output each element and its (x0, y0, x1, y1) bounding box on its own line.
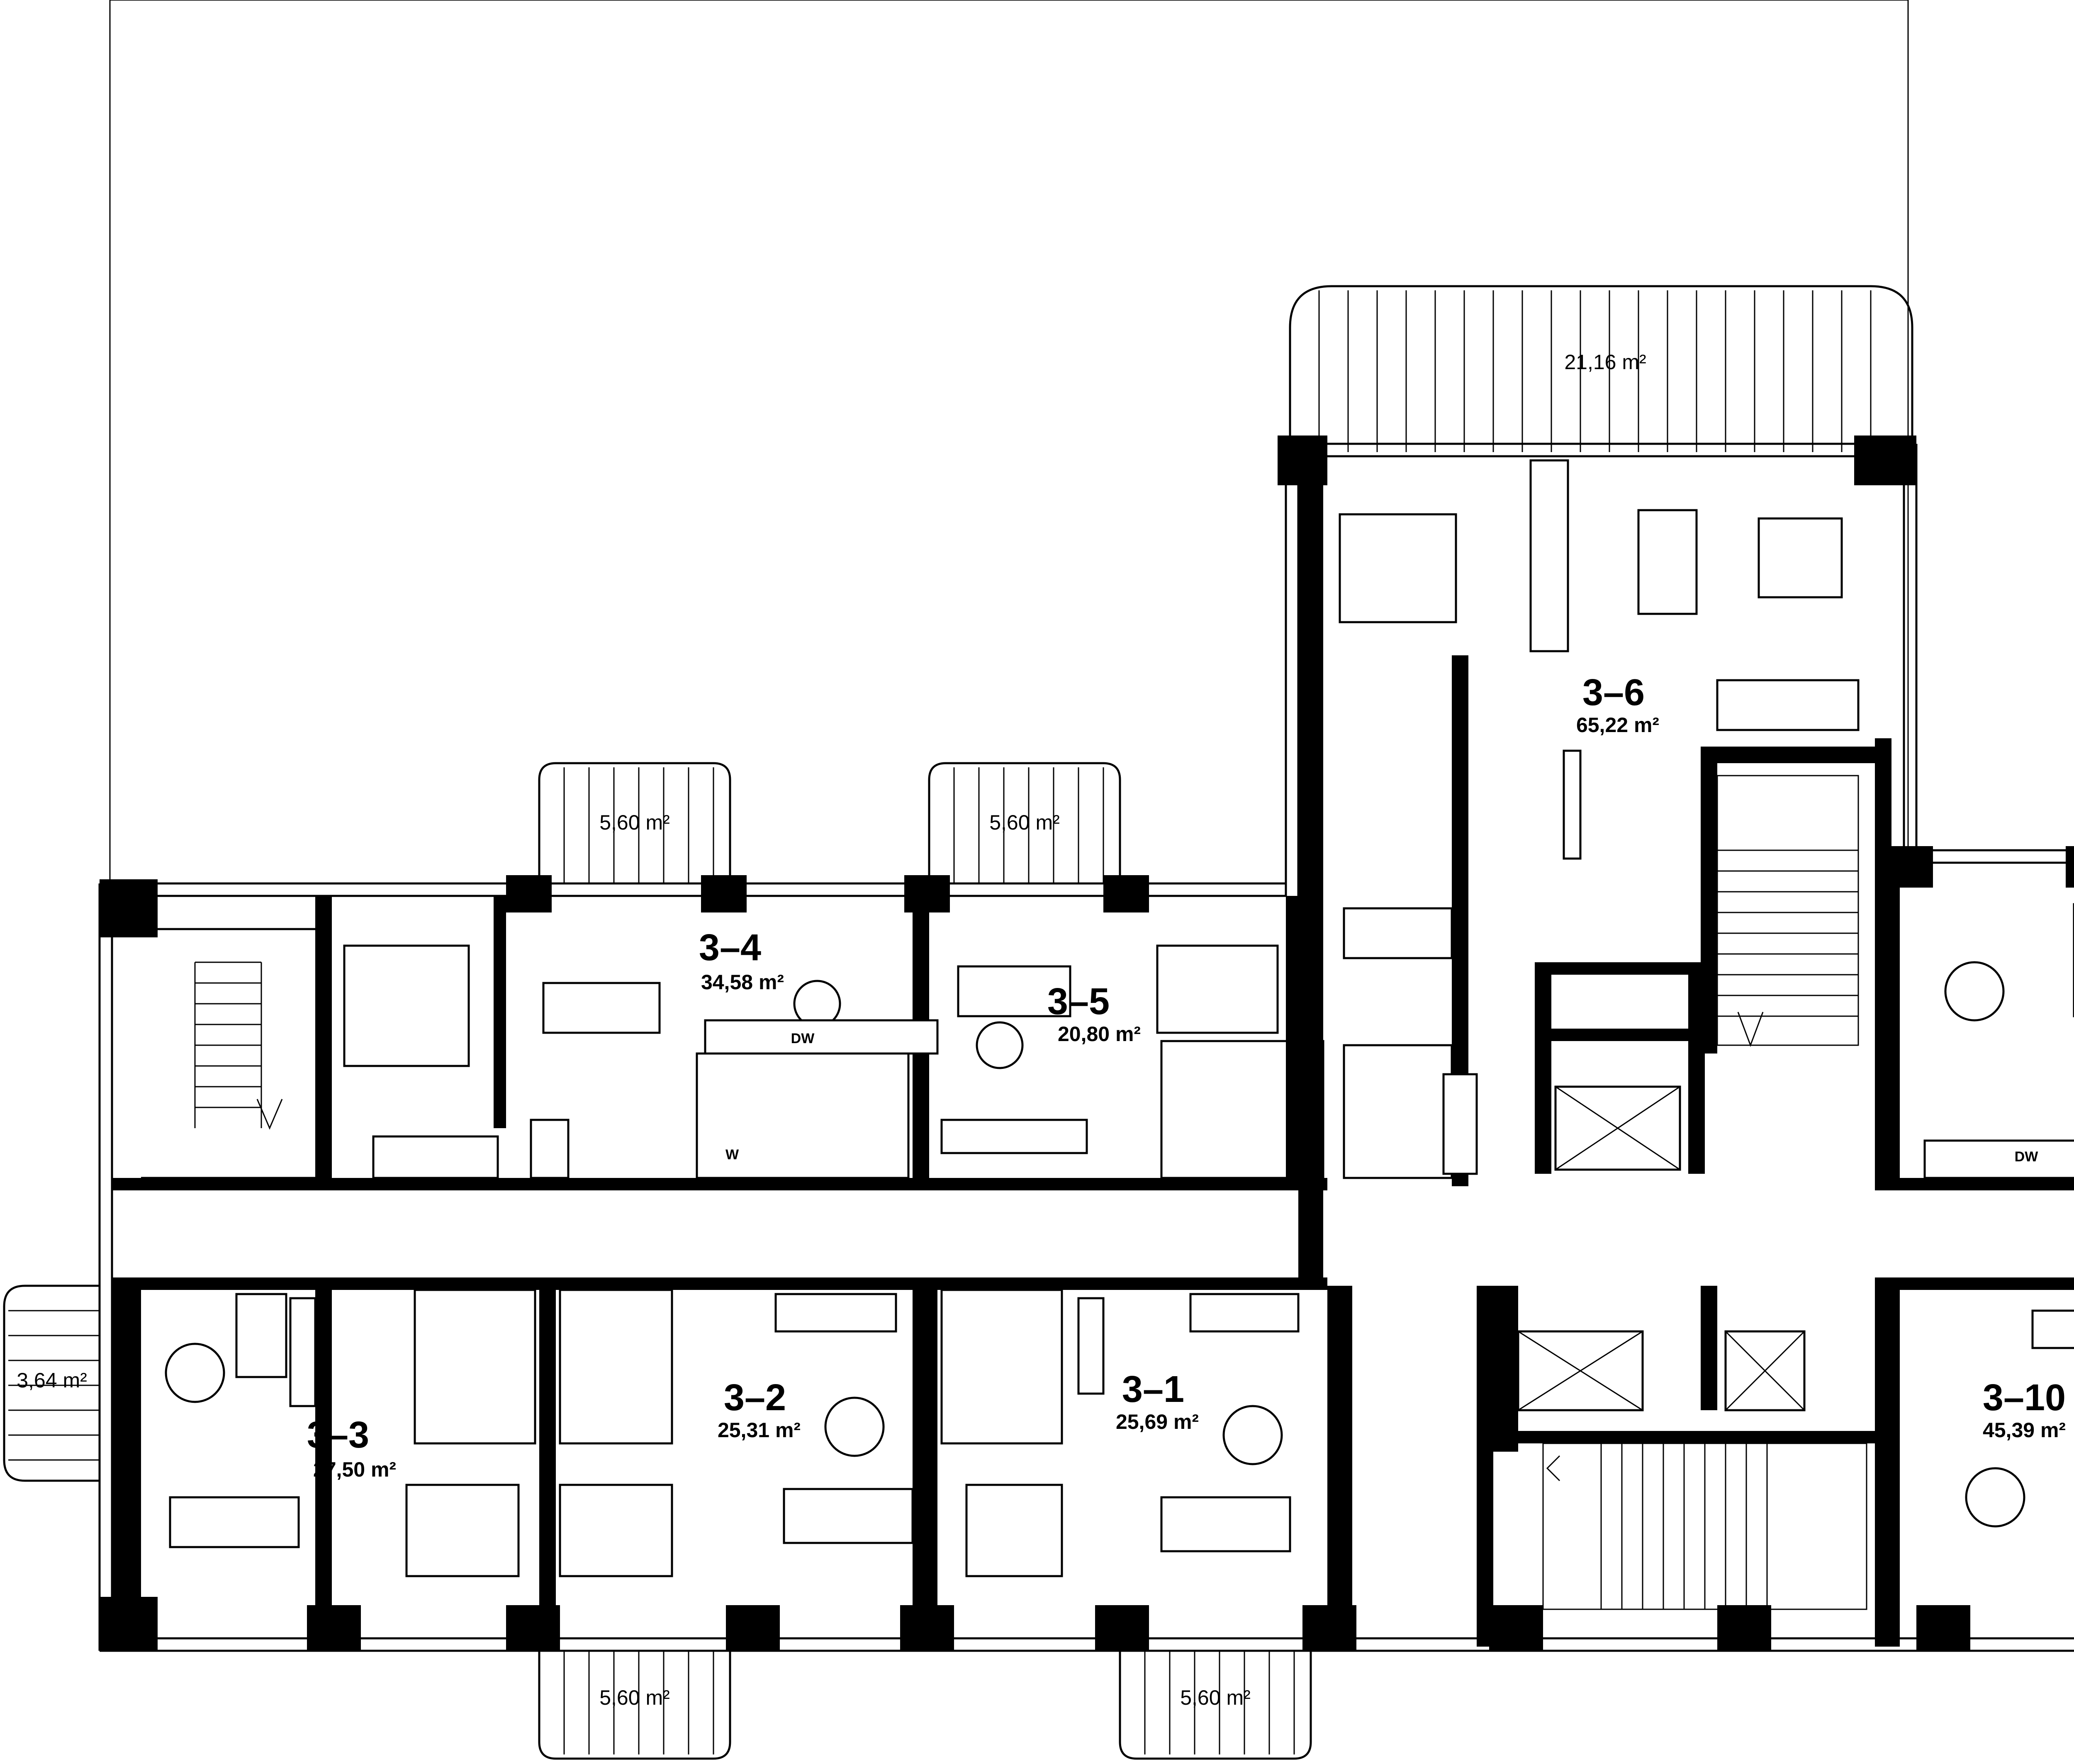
apartment-area: 45,39 m² (1982, 1418, 2066, 1442)
terrace-3-6-area: 21,16 m² (1564, 350, 1646, 374)
apartment-3-5[interactable] (1047, 981, 1141, 1046)
balcony-3-2-area: 5,60 m² (599, 1686, 670, 1709)
apartment-area: 27,50 m² (313, 1458, 397, 1481)
apartment-3-10[interactable] (1983, 1377, 2066, 1442)
apartment-code: 3–2 (723, 1377, 786, 1418)
balcony-3-1-area: 5,60 m² (1180, 1686, 1251, 1709)
apartment-3-3[interactable] (307, 1414, 396, 1481)
balcony-3-3-area: 3,64 m² (17, 1369, 87, 1392)
apartment-area: 34,58 m² (701, 971, 784, 994)
apartment-code: 3–3 (307, 1414, 370, 1456)
apartment-3-6[interactable] (1576, 672, 1659, 737)
apartment-area: 65,22 m² (1576, 713, 1660, 737)
apartment-area: 20,80 m² (1057, 1022, 1141, 1046)
stairwell-west (141, 929, 315, 1178)
apartment-labels (307, 672, 2074, 1481)
apartment-3-2[interactable] (718, 1377, 801, 1442)
apartment-area: 25,69 m² (1115, 1410, 1199, 1433)
apartment-code: 3–5 (1047, 981, 1110, 1022)
stairwell-south (1543, 1443, 1867, 1609)
dishwasher-label-3-7: DW (2014, 1149, 2038, 1165)
apartment-3-1[interactable] (1116, 1369, 1199, 1433)
washer-label-3-4: W (725, 1147, 739, 1163)
balcony-3-4-area: 5,60 m² (599, 811, 670, 834)
dishwasher-label-3-4: DW (791, 1031, 815, 1046)
apartment-code: 3–4 (699, 927, 762, 968)
stairwell-north (1717, 776, 1858, 1045)
apartment-code: 3–1 (1122, 1369, 1185, 1410)
elevators (1518, 1087, 1804, 1410)
apartment-code: 3–10 (1982, 1377, 2066, 1418)
apartment-area: 25,31 m² (717, 1418, 801, 1442)
apartment-3-4[interactable] (699, 927, 784, 994)
balcony-3-5-area: 5,60 m² (989, 811, 1060, 834)
apartment-code: 3–6 (1582, 672, 1645, 713)
